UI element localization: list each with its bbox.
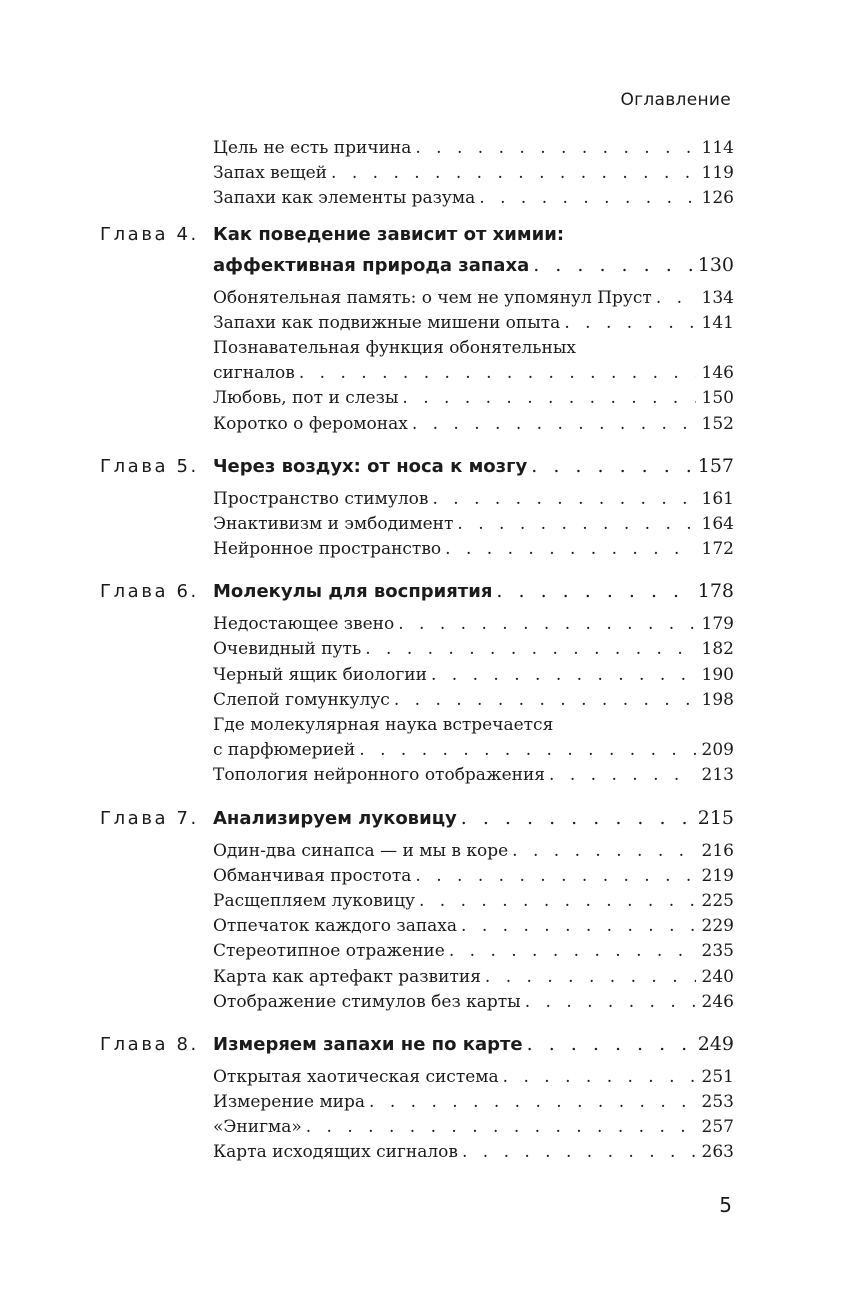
toc-entry-page: 257 [696,1117,734,1137]
toc-entry-title: Цель не есть причина [213,138,415,158]
toc-entry-title: Познавательная функция обонятельных [213,338,580,358]
chapter-page: 215 [692,807,734,829]
toc-entry-continued[interactable] [213,740,734,765]
dot-leader [549,765,696,785]
chapter-heading[interactable] [100,455,734,489]
chapter-title: Молекулы для восприятия [213,581,496,602]
toc-entry-page: 198 [696,690,734,710]
dot-leader [479,188,695,208]
toc-entry-title: Открытая хаотическая система [213,1067,503,1087]
toc-entry-title: Запахи как подвижные мишени опыта [213,313,564,333]
toc-entry-page: 253 [696,1092,734,1112]
dot-leader [394,690,696,710]
dot-leader [462,1142,696,1162]
toc-entry[interactable] [213,665,734,690]
toc-entry[interactable] [213,163,734,188]
dot-leader [512,841,695,861]
toc-entry-title: Нейронное пространство [213,539,445,559]
toc-entry-title: Топология нейронного отображения [213,765,549,785]
dot-leader [432,489,695,509]
toc-entry-page: 190 [696,665,734,685]
toc-entry[interactable] [213,1067,734,1092]
dot-leader [656,288,696,308]
toc-entry[interactable] [213,639,734,664]
chapter-page: 130 [692,254,734,276]
toc-entry[interactable] [213,690,734,715]
toc-entry-page: 225 [696,891,734,911]
toc-entry-page: 164 [696,514,734,534]
toc-entry[interactable] [213,539,734,564]
dot-leader [415,138,695,158]
toc-entry[interactable] [213,188,734,213]
toc-entry-title: Энактивизм и эмбодимент [213,514,457,534]
chapter-label: Глава 4. [100,223,199,245]
toc-entry-title: Один-два синапса — и мы в коре [213,841,512,861]
toc-entry-title: Любовь, пот и слезы [213,388,402,408]
toc-entry-title: Измерение мира [213,1092,369,1112]
toc-entry-title: Где молекулярная наука встречается [213,715,557,735]
dot-leader [365,639,695,659]
toc-entry-title: с парфюмерией [213,740,359,760]
toc-entry-page: 263 [696,1142,734,1162]
toc-entry-page: 179 [696,614,734,634]
toc-entry-title: сигналов [213,363,299,383]
toc-entry-page: 114 [696,138,734,158]
toc-entry[interactable] [213,288,734,313]
toc-entry-page: 146 [696,363,734,383]
toc-entry-page: 126 [696,188,734,208]
toc-entry-title: Обманчивая простота [213,866,415,886]
toc-entry[interactable] [213,891,734,916]
toc-entry[interactable] [213,489,734,514]
dot-leader [402,388,695,408]
dot-leader [564,313,695,333]
toc-entry-page: 251 [696,1067,734,1087]
dot-leader [457,514,695,534]
toc-entry-title: Пространство стимулов [213,489,432,509]
running-header: Оглавление [620,90,731,110]
dot-leader [431,665,696,685]
chapter-page: 178 [692,580,734,602]
toc-entry[interactable] [213,1092,734,1117]
dot-leader [525,992,696,1012]
chapter-heading[interactable] [100,580,734,614]
toc-entry-title: Запахи как элементы разума [213,188,479,208]
chapter-label: Глава 8. [100,1033,199,1055]
chapter-title: аффективная природа запаха [213,255,533,276]
toc-entry-page: 240 [696,967,734,987]
chapter-page: 157 [692,455,734,477]
toc-entry-title: Недостающее звено [213,614,398,634]
chapter-gap [100,1017,734,1023]
toc-entry-page: 150 [696,388,734,408]
dot-leader [527,1033,692,1055]
toc-entry-page: 141 [696,313,734,333]
dot-leader [461,807,692,829]
toc-entry-title: Карта как артефакт развития [213,967,485,987]
toc-entry-page: 219 [696,866,734,886]
dot-leader [306,1117,696,1137]
chapter-heading[interactable] [100,224,734,254]
dot-leader [531,455,691,477]
toc-entry-page: 235 [696,941,734,961]
toc-entry-title: Отображение стимулов без карты [213,992,525,1012]
dot-leader [503,1067,696,1087]
chapter-heading[interactable] [100,1033,734,1067]
chapter-gap [100,791,734,797]
chapter-title: Через воздух: от носа к мозгу [213,456,531,477]
toc-entry-page: 161 [696,489,734,509]
toc-entry-title: Стереотипное отражение [213,941,449,961]
dot-leader [496,580,691,602]
toc-entry-title: Расщепляем луковицу [213,891,419,911]
dot-leader [299,363,696,383]
toc-entry[interactable] [213,1117,734,1142]
toc-entry[interactable] [213,138,734,163]
toc-entry-page: 119 [696,163,734,183]
toc-entry-title: Слепой гомункулус [213,690,394,710]
chapter-heading[interactable] [100,807,734,841]
chapter-label: Глава 7. [100,807,199,829]
toc-entry-title: Очевидный путь [213,639,365,659]
dot-leader [419,891,696,911]
dot-leader [369,1092,696,1112]
toc-entry[interactable] [213,866,734,891]
toc-entry-title: «Энигма» [213,1117,306,1137]
toc-entry-page: 172 [696,539,734,559]
toc-entry[interactable] [213,992,734,1017]
toc-entry-continued[interactable] [213,363,734,388]
dot-leader [461,916,696,936]
toc-entry-page: 213 [696,765,734,785]
chapter-title: Анализируем луковицу [213,808,461,829]
toc-entry[interactable] [213,514,734,539]
chapter-gap [100,439,734,445]
dot-leader [412,414,696,434]
toc-entry-page: 216 [696,841,734,861]
toc-entry[interactable] [213,414,734,439]
chapter-gap [100,1168,734,1174]
toc-entry-title: Карта исходящих сигналов [213,1142,462,1162]
chapter-label: Глава 5. [100,455,199,477]
toc-entry-title: Отпечаток каждого запаха [213,916,461,936]
dot-leader [449,941,696,961]
chapter-title: Как поведение зависит от химии: [213,224,568,245]
toc-entry-title: Запах вещей [213,163,331,183]
table-of-contents [100,138,734,1174]
toc-entry[interactable] [213,1142,734,1167]
toc-entry[interactable] [213,967,734,992]
toc-entry-title: Черный ящик биологии [213,665,431,685]
dot-leader [445,539,695,559]
chapter-title: Измеряем запахи не по карте [213,1034,527,1055]
dot-leader [415,866,695,886]
dot-leader [331,163,696,183]
page-number: 5 [719,1193,732,1217]
toc-entry-page: 246 [696,992,734,1012]
toc-entry[interactable] [213,916,734,941]
chapter-gap [100,564,734,570]
chapter-label: Глава 6. [100,581,199,603]
toc-entry-page: 182 [696,639,734,659]
dot-leader [533,254,692,276]
toc-entry-page: 152 [696,414,734,434]
toc-entry[interactable] [213,614,734,639]
toc-entry[interactable] [213,338,734,363]
dot-leader [359,740,695,760]
toc-entry-page: 209 [696,740,734,760]
toc-entry-page: 134 [696,288,734,308]
chapter-heading-continued[interactable] [213,254,734,288]
toc-entry-title: Коротко о феромонах [213,414,412,434]
toc-entry[interactable] [213,388,734,413]
chapter-page: 249 [692,1033,734,1055]
toc-entry[interactable] [213,941,734,966]
toc-entry-title: Обонятельная память: о чем не упомянул Пруст [213,288,656,308]
dot-leader [485,967,696,987]
dot-leader [398,614,695,634]
toc-entry[interactable] [213,313,734,338]
toc-entry[interactable] [213,841,734,866]
toc-entry-page: 229 [696,916,734,936]
toc-entry[interactable] [213,715,734,740]
toc-entry[interactable] [213,765,734,790]
